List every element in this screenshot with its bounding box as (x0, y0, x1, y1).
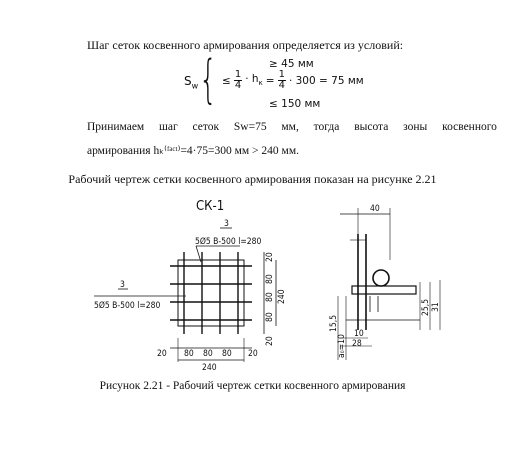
accept-line-1: Принимаем шаг сеток Sw=75 мм, тогда высота зоны косвенного (87, 121, 497, 133)
dim-right-3: 80 (265, 312, 275, 322)
intro-text: Шаг сеток косвенного армирования определяется из условий: (87, 38, 404, 52)
drawing-caption: Рабочий чертеж сетки косвенного армирования показан на рисунке 2.21 (68, 172, 437, 186)
mesh-title: СК-1 (196, 199, 225, 214)
section-bar (352, 286, 416, 294)
section-top-dim: 40 (370, 204, 380, 214)
section-left-dim: 15,5 (329, 314, 339, 332)
dim-bottom-1: 80 (184, 349, 194, 359)
figure-caption: Рисунок 2.21 - Рабочий чертеж сетки косвенного армирования (99, 380, 406, 392)
formula-brace: { (199, 50, 218, 110)
section-bottom-dim-0: 10 (354, 329, 364, 339)
formula-row-2: ≤ $\frac{1}{4}$ · $h_к$ = $\frac{1}{4}$ · 300 = 75 мм (222, 69, 364, 91)
formula-sw: $S_w$ (184, 74, 199, 91)
bar-top-label: 5Ø5 В-500 l=280 (195, 237, 262, 247)
dim-bottom-4: 20 (248, 349, 258, 359)
dim-right-4: 20 (265, 336, 275, 346)
dim-right-2: 80 (265, 292, 275, 302)
bar-left-mark: 3 (120, 280, 125, 290)
dim-right-0: 20 (265, 252, 275, 262)
bar-top-mark: 3 (224, 219, 229, 229)
section-bottom-dim-1: 28 (352, 339, 362, 349)
mesh-bars (170, 252, 252, 334)
dim-right-1: 80 (265, 274, 275, 284)
mesh-outline (178, 260, 244, 326)
dim-bottom-total: 240 (202, 363, 217, 373)
section-left-dim-2: a₀=10 (337, 334, 347, 358)
dim-bottom-0: 20 (157, 349, 167, 359)
section-right-dim-1: 31 (431, 302, 441, 312)
formula-row-1: ≥ 45 мм (269, 58, 314, 70)
section-right-dim-0: 25,5 (421, 298, 431, 316)
section-rebar (373, 270, 389, 286)
dim-bottom-3: 80 (222, 349, 232, 359)
dim-right-total: 240 (277, 289, 287, 304)
dim-bottom-2: 80 (203, 349, 213, 359)
bar-left-label: 5Ø5 В-500 l=280 (94, 301, 161, 311)
accept-line-2: армирования hₖ⁽ᶠᵃᶜᵗ⁾=4·75=300 мм > 240 мм. (87, 145, 299, 157)
formula-row-3: ≤ 150 мм (269, 98, 321, 110)
